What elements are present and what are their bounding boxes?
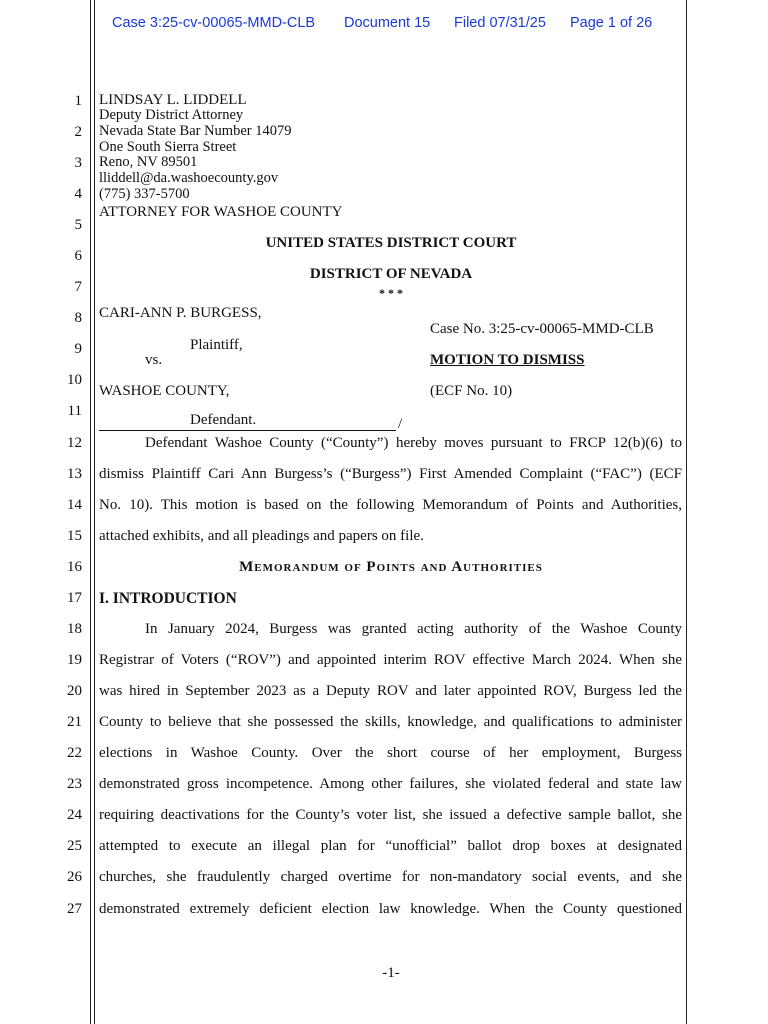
line-number: 20 bbox=[67, 683, 82, 699]
line-number: 15 bbox=[67, 528, 82, 544]
intro-line: attached exhibits, and all pleadings and papers on file. bbox=[99, 528, 424, 544]
right-margin-rule bbox=[686, 0, 687, 1024]
line-number: 12 bbox=[67, 435, 82, 451]
line-number: 11 bbox=[67, 403, 82, 419]
body-line: was hired in September 2023 as a Deputy ROV and later appointed ROV, Burgess led the bbox=[99, 683, 682, 699]
left-margin-rule-inner bbox=[94, 0, 95, 1024]
court-district: DISTRICT OF NEVADA bbox=[309, 266, 473, 282]
ecf-reference: (ECF No. 10) bbox=[430, 383, 513, 399]
attorney-name: LINDSAY L. LIDDELL bbox=[99, 92, 247, 108]
body-line: demonstrated gross incompetence. Among other failures, she violated federal and state law bbox=[99, 776, 682, 792]
caption-slash: / bbox=[398, 416, 403, 432]
line-number: 13 bbox=[67, 466, 82, 482]
line-number: 10 bbox=[67, 372, 82, 388]
plaintiff-role: Plaintiff, bbox=[190, 337, 243, 353]
intro-line: No. 10). This motion is based on the following Memorandum of Points and Authorities, bbox=[99, 497, 682, 513]
intro-line: Defendant Washoe County (“County”) hereby moves pursuant to FRCP 12(b)(6) to bbox=[145, 435, 682, 451]
court-name: UNITED STATES DISTRICT COURT bbox=[265, 235, 517, 251]
attorney-street: One South Sierra Street bbox=[99, 139, 237, 155]
attorney-for: ATTORNEY FOR WASHOE COUNTY bbox=[99, 204, 343, 220]
line-number: 7 bbox=[74, 279, 82, 295]
body-line: County to believe that she possessed the skills, knowledge, and qualifications to administer bbox=[99, 714, 682, 730]
attorney-title: Deputy District Attorney bbox=[99, 107, 244, 123]
body-line: attempted to execute an illegal plan for “unofficial” ballot drop boxes at designated bbox=[99, 838, 682, 854]
body-line: elections in Washoe County. Over the short course of her employment, Burgess bbox=[99, 745, 682, 761]
line-number: 8 bbox=[74, 310, 82, 326]
case-number: Case No. 3:25-cv-00065-MMD-CLB bbox=[430, 321, 654, 337]
left-margin-rule bbox=[90, 0, 91, 1024]
line-number: 27 bbox=[67, 901, 82, 917]
line-number: 21 bbox=[67, 714, 82, 730]
line-number: 22 bbox=[67, 745, 82, 761]
line-number: 4 bbox=[74, 186, 82, 202]
line-number: 26 bbox=[67, 869, 82, 885]
defendant-name: WASHOE COUNTY, bbox=[99, 383, 230, 399]
body-line: churches, she fraudulently charged overtime for non-mandatory social events, and she bbox=[99, 869, 682, 885]
body-line: demonstrated extremely deficient election law knowledge. When the County questioned bbox=[99, 901, 682, 917]
ecf-filed-date: Filed 07/31/25 bbox=[454, 15, 546, 31]
body-line: Registrar of Voters (“ROV”) and appointed interim ROV effective March 2024. When she bbox=[99, 652, 682, 668]
separator-stars: * * * bbox=[379, 286, 403, 300]
line-number: 3 bbox=[74, 155, 82, 171]
line-number: 25 bbox=[67, 838, 82, 854]
body-line: In January 2024, Burgess was granted acting authority of the Washoe County bbox=[145, 621, 682, 637]
body-line: requiring deactivations for the County’s voter list, she issued a defective sample ballot, she bbox=[99, 807, 682, 823]
line-number: 19 bbox=[67, 652, 82, 668]
line-number: 18 bbox=[67, 621, 82, 637]
line-number: 9 bbox=[74, 341, 82, 357]
attorney-email: lliddell@da.washoecounty.gov bbox=[99, 170, 279, 186]
ecf-header bbox=[112, 15, 672, 35]
line-number: 24 bbox=[67, 807, 82, 823]
ecf-case-number: Case 3:25-cv-00065-MMD-CLB bbox=[112, 15, 316, 31]
line-number: 5 bbox=[74, 217, 82, 233]
motion-title: MOTION TO DISMISS bbox=[430, 352, 585, 368]
line-number: 16 bbox=[67, 559, 82, 575]
attorney-bar-number: Nevada State Bar Number 14079 bbox=[99, 123, 292, 139]
line-number: 1 bbox=[74, 93, 82, 109]
line-number: 23 bbox=[67, 776, 82, 792]
line-number: 14 bbox=[67, 497, 82, 513]
ecf-page-count: Page 1 of 26 bbox=[570, 15, 653, 31]
line-number: 17 bbox=[67, 590, 82, 606]
intro-line: dismiss Plaintiff Cari Ann Burgess’s (“Burgess”) First Amended Complaint (“FAC”) (ECF bbox=[99, 466, 682, 482]
attorney-city: Reno, NV 89501 bbox=[99, 154, 198, 170]
defendant-role: Defendant. bbox=[190, 412, 257, 428]
plaintiff-name: CARI-ANN P. BURGESS, bbox=[99, 305, 262, 321]
line-number: 6 bbox=[74, 248, 82, 264]
versus: vs. bbox=[145, 352, 163, 368]
caption-underline bbox=[99, 430, 396, 431]
page-footer-number: -1- bbox=[382, 965, 400, 981]
memorandum-heading: Memorandum of Points and Authorities bbox=[239, 559, 543, 575]
section-heading: I. INTRODUCTION bbox=[99, 590, 237, 607]
ecf-document-number: Document 15 bbox=[344, 15, 431, 31]
attorney-phone: (775) 337-5700 bbox=[99, 186, 190, 202]
line-number: 2 bbox=[74, 124, 82, 140]
